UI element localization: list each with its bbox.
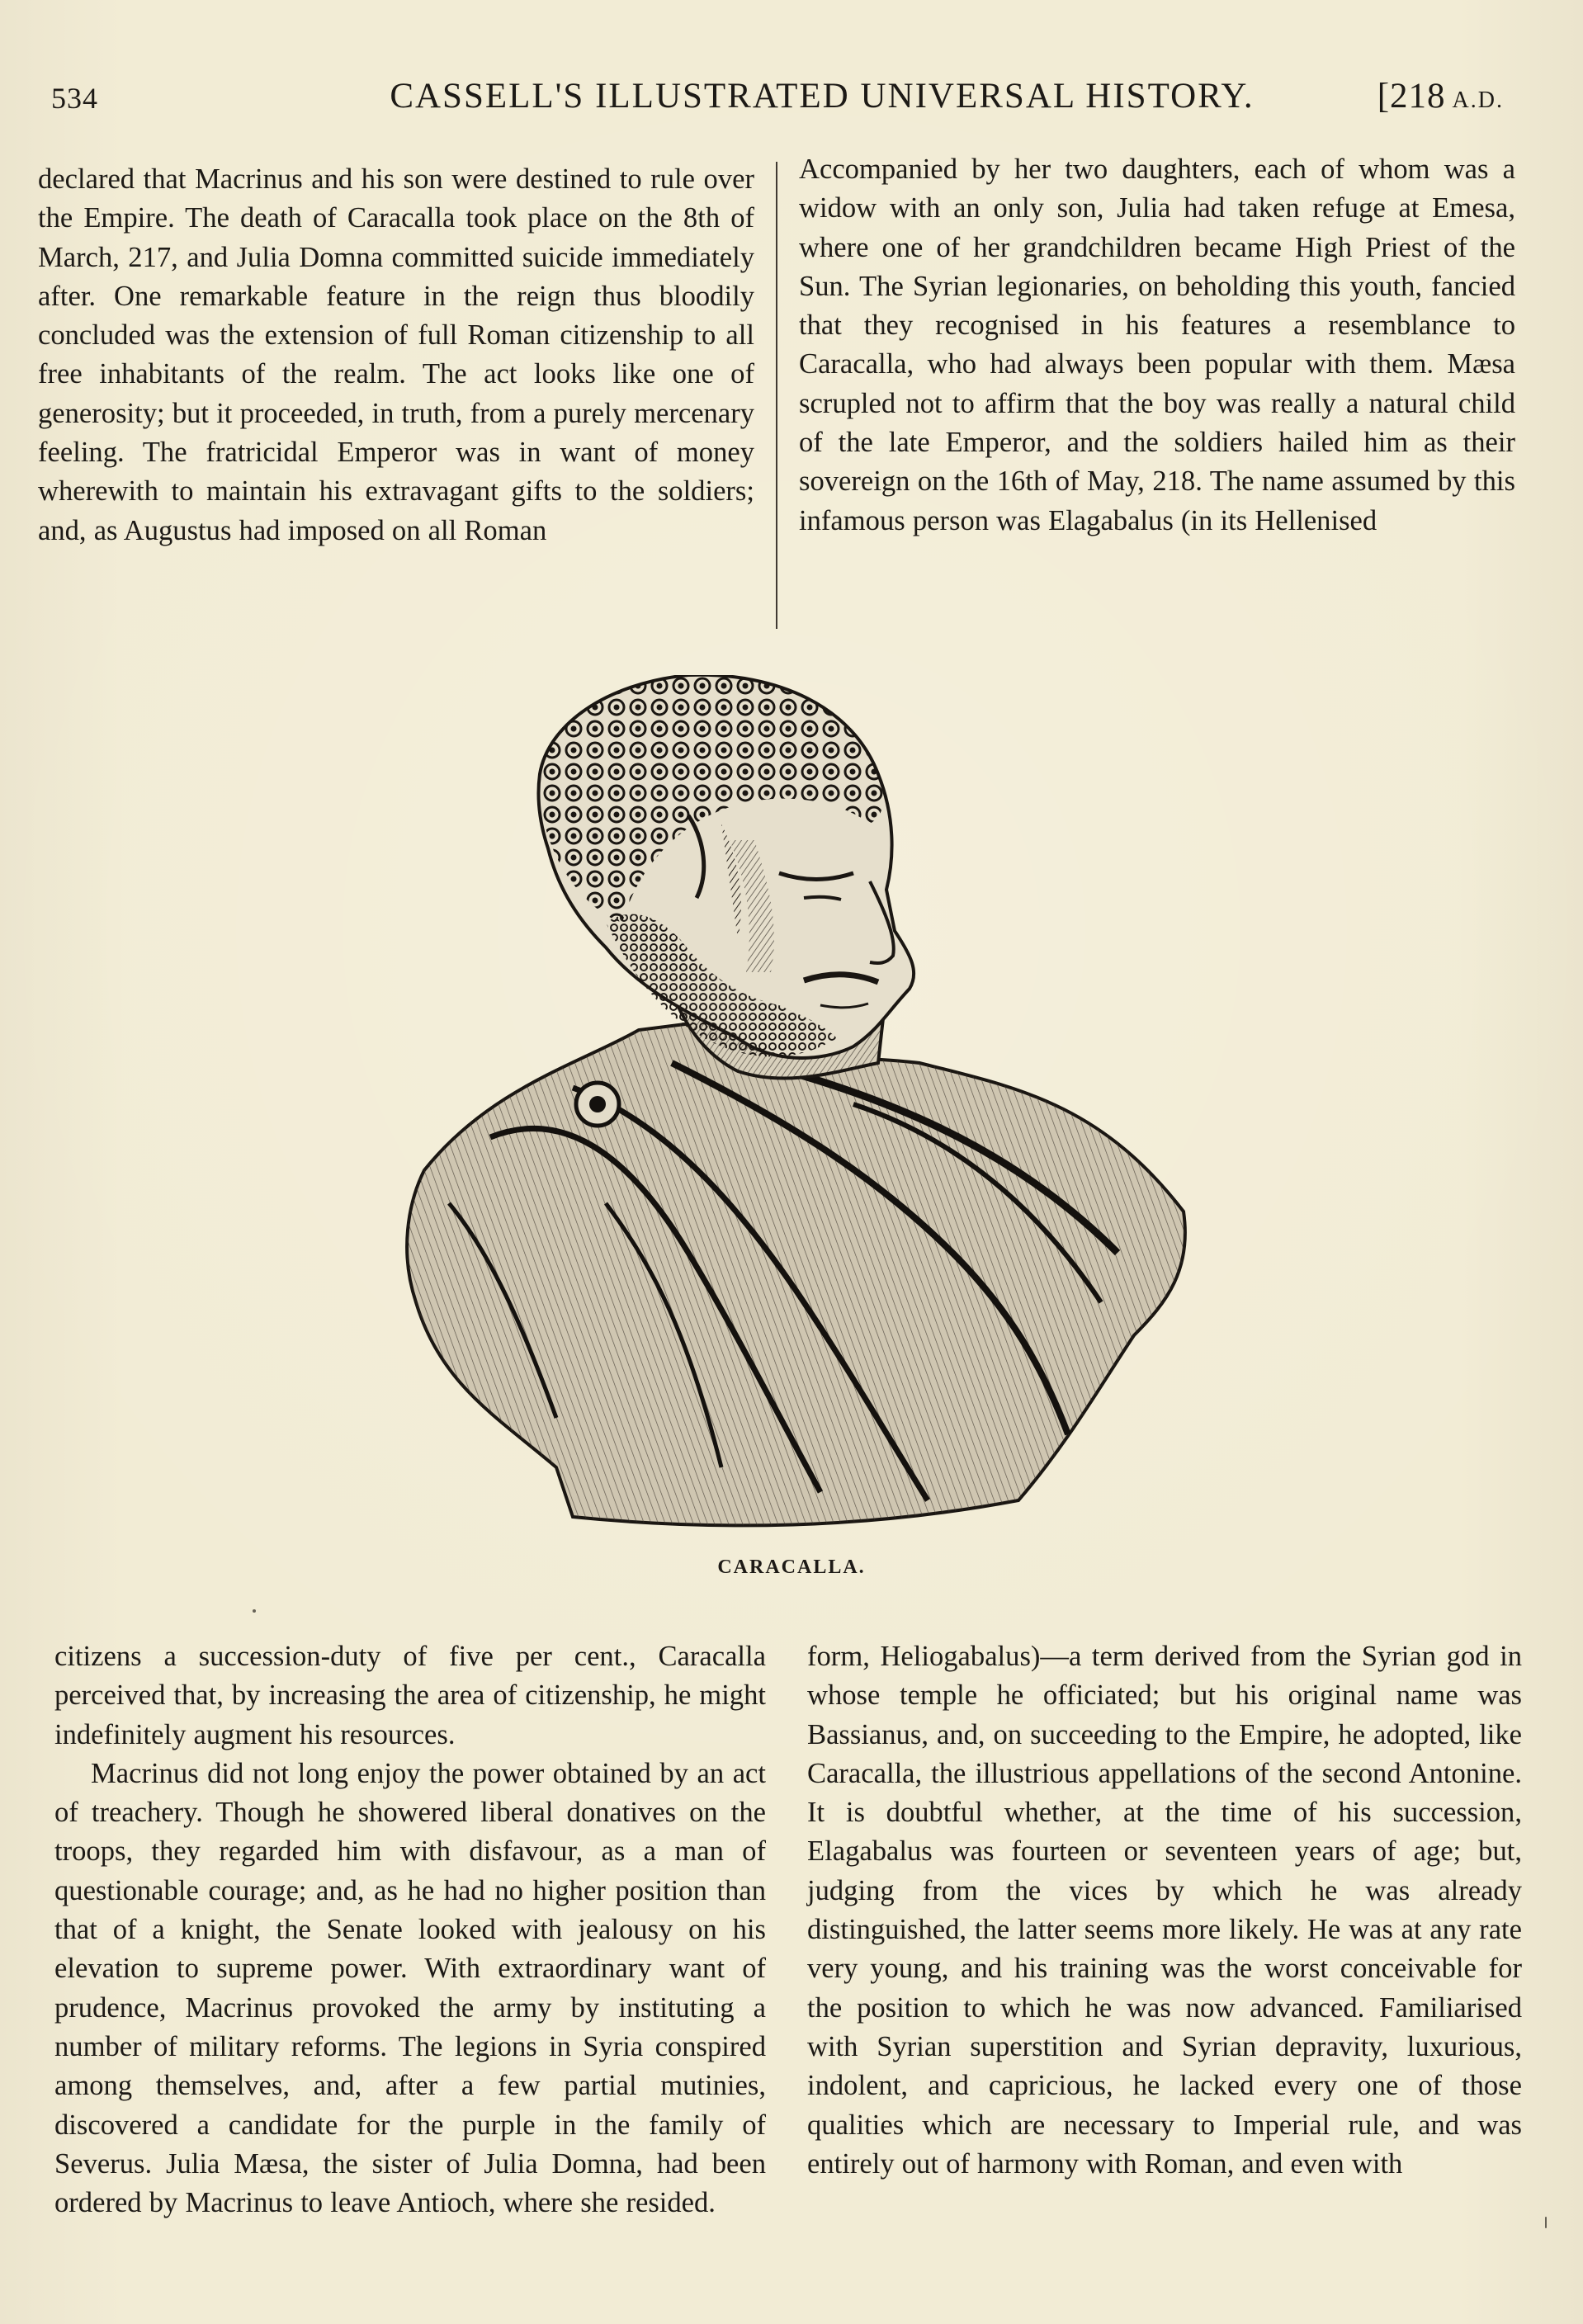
paragraph: declared that Macrinus and his son were destined to rule over the Empire. The death of Caracalla took place on the 8th of March, 217, and Julia Domna committed suicide immediately after. One remarkable feature in the reign thus bloodily concluded was the extension of full Roman citizenship to all free inhabitants of the realm. The act looks like one of generosity; but it proceeded, in truth, from a purely mercenary feeling. The fratricidal Emperor was in want of money wherewith to maintain his extravagant gifts to the soldiers; and, as Augustus had imposed on all Roman: [38, 163, 754, 546]
running-title: CASSELL'S ILLUSTRATED UNIVERSAL HISTORY.: [390, 77, 1255, 116]
paragraph: Macrinus did not long enjoy the power obtained by an act of treachery. Though he showered liberal donatives on the troops, they regarded him with disfavour, as a man of questionable courage; and, as he had no higher position than that of a knight, the Senate looked with jealousy on his elevation to supreme power. With extraordinary want of prudence, Macrinus provoked the army by instituting a number of military reforms. The legions in Syria conspired among themselves, and, after a few partial mutinies, discovered a candidate for the purple in the family of Severus. Julia Mæsa, the sister of Julia Domna, had been ordered by Macrinus to leave Antioch, where she resided.: [54, 1757, 766, 2219]
running-date-era: A.D.: [1452, 87, 1504, 113]
running-date: [1377, 76, 1504, 116]
marble-bust-icon: [391, 675, 1193, 1550]
column-top-right: [799, 150, 1515, 541]
ink-speck: [1545, 2217, 1547, 2228]
paragraph: form, Heliogabalus)—a term derived from the Syrian god in whose temple he officiated; but his original name was Bassianus, and, on succeeding to the Empire, he adopted, like Caracalla, the illustrious appellations of the second Antonine. It is doubtful whether, at the time of his succession, Elagabalus was fourteen or seventeen years of age; but, judging from the vices by which he was already distinguished, the latter seems more likely. He was at any rate very young, and his training was the worst conceivable for the position to which he was now advanced. Familiarised with Syrian superstition and Syrian depravity, luxurious, indolent, and capricious, he lacked every one of those qualities which are necessary to Imperial rule, and was entirely out of harmony with Roman, and even with: [807, 1641, 1522, 2180]
caracalla-bust-illustration: [391, 675, 1193, 1550]
paragraph: citizens a succession-duty of five per cent., Caracalla perceived that, by increasing the area of citizenship, he might indefinitely augment his resources.: [54, 1641, 766, 1750]
column-bottom-right: [807, 1637, 1522, 2184]
running-head: [51, 76, 1504, 125]
paragraph: Accompanied by her two daughters, each of whom was a widow with an only son, Julia had taken refuge at Emesa, where one of her grandchildren became High Priest of the Sun. The Syrian legionaries, on beholding this youth, fancied that they recognised in his features a resemblance to Caracalla, who had always been popular with them. Mæsa scrupled not to affirm that the boy was really a natural child of the late Emperor, and the soldiers hailed him as their sovereign on the 16th of May, 218. The name assumed by this infamous person was Elagabalus (in its Hellenised: [799, 154, 1515, 536]
ink-speck: [253, 1609, 256, 1613]
column-bottom-left: [54, 1637, 766, 2222]
running-date-year: [218: [1377, 77, 1446, 116]
column-top-left: [38, 160, 754, 550]
page-number: 534: [51, 82, 98, 115]
illustration-caption: CARACALLA.: [717, 1556, 866, 1578]
column-rule: [776, 162, 777, 629]
